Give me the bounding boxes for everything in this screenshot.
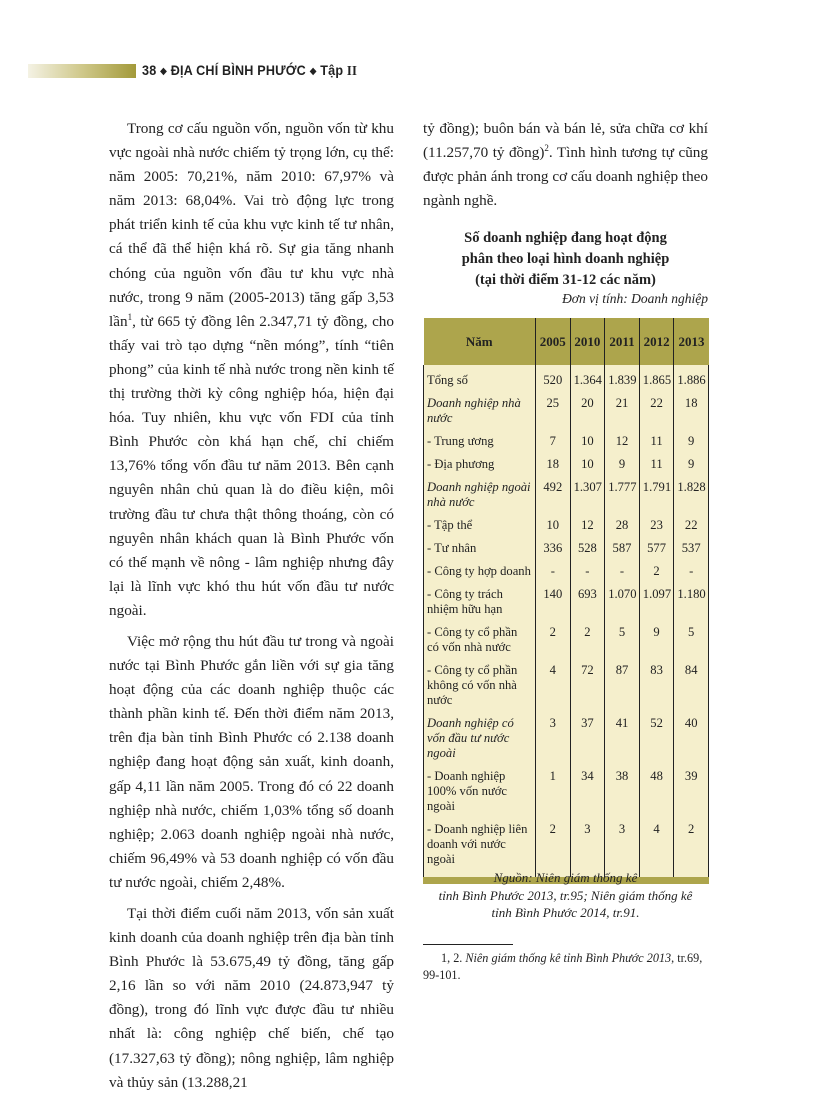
table-row xyxy=(424,365,709,393)
cell-value: 20 xyxy=(570,393,605,431)
paragraph: tỷ đồng); buôn bán và bán lẻ, sửa chữa cơ khí (11.257,70 tỷ đồng)$^2$. Tình hình tương tự cũng được phản ánh trong cơ cấu doanh nghiệp theo ngành nghề. xyxy=(423,120,708,210)
cell-value: 336 xyxy=(536,538,571,561)
cell-value: 5 xyxy=(605,622,640,660)
table-row xyxy=(424,515,709,538)
cell-value: 41 xyxy=(605,713,640,766)
row-label: Doanh nghiệp ngoài nhà nước xyxy=(424,477,536,515)
row-label: - Công ty hợp doanh xyxy=(424,561,536,584)
cell-value: 587 xyxy=(605,538,640,561)
cell-value: 492 xyxy=(536,477,571,515)
volume-label: Tập xyxy=(320,62,344,78)
cell-value: 48 xyxy=(639,766,674,819)
page-number: 38 xyxy=(142,62,157,78)
cell-value: 83 xyxy=(639,660,674,713)
cell-value: 9 xyxy=(674,431,709,454)
table-unit: Đơn vị tính: Doanh nghiệp xyxy=(562,291,708,306)
table-row xyxy=(424,454,709,477)
cell-value: 1.097 xyxy=(639,584,674,622)
table-row xyxy=(424,477,709,515)
cell-value: - xyxy=(570,561,605,584)
paragraph: Tại thời điểm cuối năm 2013, vốn sản xuất kinh doanh của doanh nghiệp trên địa bàn tỉnh Bình Phước là 53.675,49 tỷ đồng, tăng gấp 2,16 lần so với năm 2010 (24.873,947 tỷ đồng), trong đó lĩnh vực được đầu tư nhiều nhất là: công nghiệp chế biến, chế tạo (17.327,63 tỷ đồng); nông nghiệp, lâm nghiệp và thủy sản (13.288,21 xyxy=(109,905,394,1091)
paragraph: Việc mở rộng thu hút đầu tư trong và ngoài nước tại Bình Phước gắn liền với sự gia tăng hoạt động của các doanh nghiệp thuộc các thành phần kinh tế. Đến thời điểm năm 2013, trên địa bàn tỉnh Bình Phước có 2.138 doanh nghiệp đang hoạt động sản xuất, kinh doanh, gấp 4,11 lần năm 2005. Trong đó có 22 doanh nghiệp nhà nước, chiếm 1,03% tổng số doanh nghiệp; 2.063 doanh nghiệp ngoài nhà nước, chiếm 96,49% và 53 doanh nghiệp có vốn đầu tư nước ngoài, chiếm 2,48%. xyxy=(109,632,394,891)
row-label: - Công ty cổ phần không có vốn nhà nước xyxy=(424,660,536,713)
cell-value: 12 xyxy=(605,431,640,454)
column-header: Năm xyxy=(424,318,536,365)
volume-number: II xyxy=(346,64,358,79)
cell-value: 1.180 xyxy=(674,584,709,622)
cell-value: 1.364 xyxy=(570,365,605,393)
book-title: ĐỊA CHÍ BÌNH PHƯỚC xyxy=(170,62,306,78)
cell-value: 3 xyxy=(570,819,605,877)
cell-value: 2 xyxy=(536,622,571,660)
cell-value: 577 xyxy=(639,538,674,561)
cell-value: 4 xyxy=(536,660,571,713)
cell-value: 37 xyxy=(570,713,605,766)
row-label: Doanh nghiệp nhà nước xyxy=(424,393,536,431)
cell-value: 84 xyxy=(674,660,709,713)
cell-value: 2 xyxy=(536,819,571,877)
cell-value: 18 xyxy=(536,454,571,477)
cell-value: 528 xyxy=(570,538,605,561)
table-row xyxy=(424,561,709,584)
cell-value: 2 xyxy=(570,622,605,660)
table-row xyxy=(424,431,709,454)
cell-value: 1.307 xyxy=(570,477,605,515)
cell-value: 28 xyxy=(605,515,640,538)
cell-value: 1 xyxy=(536,766,571,819)
cell-value: 23 xyxy=(639,515,674,538)
cell-value: 1.865 xyxy=(639,365,674,393)
cell-value: 1.828 xyxy=(674,477,709,515)
cell-value: 1.886 xyxy=(674,365,709,393)
row-label: - Doanh nghiệp liên doanh với nước ngoài xyxy=(424,819,536,877)
cell-value: 2 xyxy=(674,819,709,877)
footnote: 1, 2. Niên giám thống kê tỉnh Bình Phước 2013, tr.69, 99-101. xyxy=(423,951,703,982)
row-label: - Địa phương xyxy=(424,454,536,477)
cell-value: 52 xyxy=(639,713,674,766)
cell-value: 693 xyxy=(570,584,605,622)
header-decorative-bar xyxy=(28,64,136,78)
cell-value: 12 xyxy=(570,515,605,538)
cell-value: 3 xyxy=(536,713,571,766)
row-label: - Công ty cổ phần có vốn nhà nước xyxy=(424,622,536,660)
cell-value: - xyxy=(605,561,640,584)
cell-value: 10 xyxy=(536,515,571,538)
cell-value: 10 xyxy=(570,454,605,477)
cell-value: 520 xyxy=(536,365,571,393)
row-label: - Tư nhân xyxy=(424,538,536,561)
cell-value: 25 xyxy=(536,393,571,431)
column-header: 2013 xyxy=(674,318,709,365)
cell-value: 9 xyxy=(605,454,640,477)
table-row xyxy=(424,660,709,713)
paragraph: Trong cơ cấu nguồn vốn, nguồn vốn từ khu vực ngoài nhà nước chiếm tỷ trọng lớn, cụ thể: năm 2005: 70,21%, năm 2010: 67,97% và năm 2013: 68,04%. Vai trò động lực trong phát triển kinh tế của khu vực kinh tế tư nhân, cá thể đã thể hiện khá rõ. Sự gia tăng nhanh chóng của nguồn vốn đầu tư khu vực nhà nước, trong 9 năm (2005-2013) tăng gấp 3,53 lần$^1$, từ 665 tỷ đồng lên 2.347,71 tỷ đồng, cho thấy vai trò tạo dựng “nền móng”, tính “tiên phong” của kinh tế nhà nước trong nền kinh tế thị trường thời kỳ công nghiệp hóa, hiện đại hóa. Tuy nhiên, khu vực vốn FDI của tỉnh Bình Phước còn khá hạn chế, chỉ chiếm 13,76% tổng vốn đầu tư năm 2013. Bên cạnh nguyên nhân chủ quan là do điều kiện, môi trường đầu tư chưa thật thông thoáng, còn có nguyên nhân khách quan là Bình Phước vốn có thế mạnh về nông - lâm nghiệp nhưng đây lại là lĩnh vực khó thu hút vốn đầu tư nước ngoài. xyxy=(109,120,394,619)
column-header: 2010 xyxy=(570,318,605,365)
cell-value: 2 xyxy=(639,561,674,584)
cell-value: 140 xyxy=(536,584,571,622)
right-column xyxy=(423,117,708,213)
cell-value: 11 xyxy=(639,431,674,454)
cell-value: 1.791 xyxy=(639,477,674,515)
table-row xyxy=(424,622,709,660)
cell-value: 1.777 xyxy=(605,477,640,515)
cell-value: 11 xyxy=(639,454,674,477)
column-header: 2011 xyxy=(605,318,640,365)
left-column xyxy=(109,117,394,1095)
cell-value: 22 xyxy=(639,393,674,431)
row-label: Doanh nghiệp có vốn đầu tư nước ngoài xyxy=(424,713,536,766)
cell-value: 38 xyxy=(605,766,640,819)
table-row xyxy=(424,713,709,766)
column-header: 2012 xyxy=(639,318,674,365)
cell-value: - xyxy=(674,561,709,584)
row-label: - Tập thể xyxy=(424,515,536,538)
cell-value: 34 xyxy=(570,766,605,819)
cell-value: 18 xyxy=(674,393,709,431)
cell-value: 87 xyxy=(605,660,640,713)
cell-value: 22 xyxy=(674,515,709,538)
running-header xyxy=(0,62,381,80)
table-row xyxy=(424,393,709,431)
cell-value: 40 xyxy=(674,713,709,766)
cell-value: 9 xyxy=(674,454,709,477)
row-label: - Công ty trách nhiệm hữu hạn xyxy=(424,584,536,622)
table-source: Nguồn: Niên giám thống kê tỉnh Bình Phước 2013, tr.95; Niên giám thống kê tỉnh Bình Phước 2014, tr.91. xyxy=(438,870,693,920)
table-row xyxy=(424,584,709,622)
table-header-row xyxy=(424,318,709,365)
header-text xyxy=(142,62,357,80)
footnote-ref: 1 xyxy=(127,311,133,322)
table-row xyxy=(424,538,709,561)
cell-value: 72 xyxy=(570,660,605,713)
footnote-divider xyxy=(423,944,513,945)
diamond-icon: ◆ xyxy=(159,66,168,77)
row-label: - Trung ương xyxy=(424,431,536,454)
row-label: Tổng số xyxy=(424,365,536,393)
column-header: 2005 xyxy=(536,318,571,365)
enterprise-table xyxy=(423,318,709,884)
cell-value: 7 xyxy=(536,431,571,454)
cell-value: - xyxy=(536,561,571,584)
row-label: - Doanh nghiệp 100% vốn nước ngoài xyxy=(424,766,536,819)
cell-value: 21 xyxy=(605,393,640,431)
table-row xyxy=(424,766,709,819)
cell-value: 9 xyxy=(639,622,674,660)
cell-value: 5 xyxy=(674,622,709,660)
cell-value: 1.070 xyxy=(605,584,640,622)
table-title: Số doanh nghiệp đang hoạt động phân theo loại hình doanh nghiệp (tại thời điểm 31-12 các năm) xyxy=(461,230,670,288)
cell-value: 39 xyxy=(674,766,709,819)
cell-value: 3 xyxy=(605,819,640,877)
cell-value: 537 xyxy=(674,538,709,561)
cell-value: 4 xyxy=(639,819,674,877)
diamond-icon: ◆ xyxy=(309,66,317,77)
footnote-ref: 2 xyxy=(544,143,549,154)
cell-value: 10 xyxy=(570,431,605,454)
cell-value: 1.839 xyxy=(605,365,640,393)
